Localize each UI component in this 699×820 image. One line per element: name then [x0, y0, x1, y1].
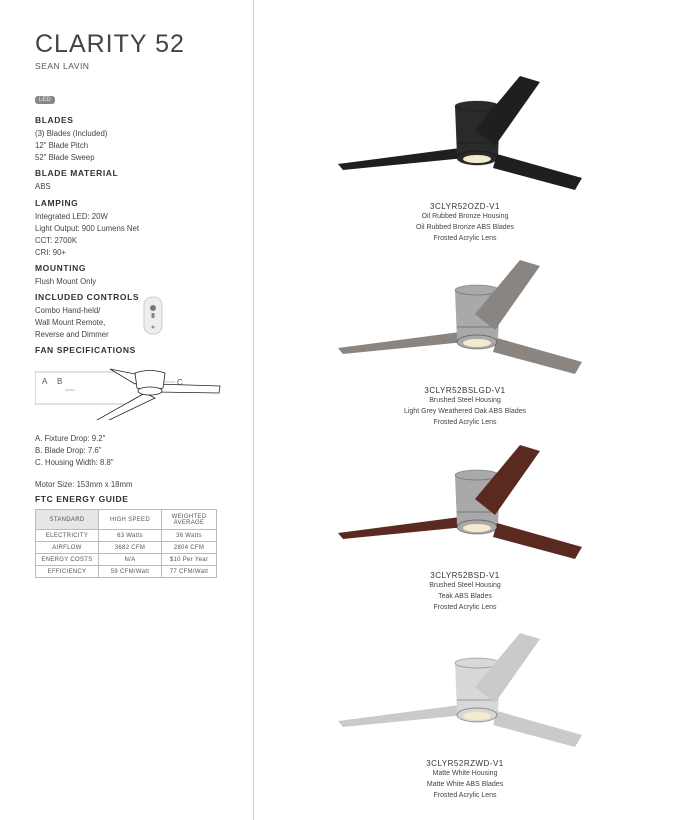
fan-blade — [493, 523, 582, 559]
material-section — [35, 168, 118, 193]
table-cell: 2804 CFM — [162, 542, 217, 554]
section-heading: BLADE MATERIAL — [35, 168, 119, 178]
table-cell: 59 CFM/Watt — [99, 566, 162, 578]
spec-line: Light Output: 900 Lumens Net — [35, 224, 140, 233]
product-finish: Light Grey Weathered Oak ABS Blades — [403, 408, 527, 415]
header-cell: WEIGHTED AVERAGE — [162, 510, 217, 530]
motor-size: Motor Size: 153mm x 18mm — [35, 480, 133, 489]
product-finish: Frosted Acrylic Lens — [433, 792, 497, 799]
table-row — [36, 554, 217, 566]
table-row — [36, 530, 217, 542]
spec-line: 12" Blade Pitch — [35, 141, 89, 150]
spec-line: Combo Hand-held/ — [35, 306, 101, 315]
fan-blade — [338, 332, 465, 354]
spec-line: A. Fixture Drop: 9.2" — [35, 434, 106, 443]
product-finish: Frosted Acrylic Lens — [433, 235, 497, 242]
ceiling-fan-image — [335, 437, 595, 569]
energy-guide-section — [35, 494, 217, 578]
remote-control-image — [142, 296, 164, 336]
product-variant — [335, 252, 595, 428]
mounting-section — [35, 263, 96, 288]
light-lens — [463, 155, 491, 163]
section-heading: FAN SPECIFICATIONS — [35, 345, 136, 355]
product-variant — [335, 625, 595, 801]
controls-section — [35, 292, 139, 341]
fan-blade — [338, 705, 465, 727]
light-lens — [463, 524, 491, 532]
fan-specifications-section — [35, 345, 225, 491]
header-cell: STANDARD — [36, 510, 99, 530]
spec-line: (3) Blades (Included) — [35, 129, 108, 138]
product-sku: 3CLYR52BSD-V1 — [430, 571, 500, 580]
product-sku: 3CLYR52OZD-V1 — [430, 202, 500, 211]
table-cell: $10 Per Year — [162, 554, 217, 566]
product-variant — [335, 68, 595, 244]
dimension-label-c: C — [177, 378, 183, 387]
product-finish: Matte White ABS Blades — [426, 781, 504, 788]
fan-blade — [338, 517, 465, 539]
light-lens — [463, 339, 491, 347]
fan-blade — [338, 148, 465, 170]
light-lens — [463, 712, 491, 720]
product-title: CLARITY 52 — [35, 30, 185, 58]
section-heading: BLADES — [35, 115, 74, 125]
section-heading: INCLUDED CONTROLS — [35, 292, 140, 302]
fan-blade — [493, 711, 582, 747]
spec-line: B. Blade Drop: 7.6" — [35, 446, 102, 455]
led-badge: LED — [35, 96, 55, 104]
product-finish: Brushed Steel Housing — [429, 582, 501, 589]
spec-line: Integrated LED: 20W — [35, 212, 108, 221]
blades-section — [35, 115, 107, 164]
spec-line: Reverse and Dimmer — [35, 330, 109, 339]
product-finish: Frosted Acrylic Lens — [433, 604, 497, 611]
spec-line: CRI: 90+ — [35, 248, 66, 257]
product-finish: Oil Rubbed Bronze ABS Blades — [415, 224, 515, 231]
spec-line: ABS — [35, 182, 51, 191]
section-heading: MOUNTING — [35, 263, 87, 273]
product-finish: Brushed Steel Housing — [429, 397, 501, 404]
product-sku: 3CLYR52RZWD-V1 — [426, 759, 504, 768]
table-cell: 3682 CFM — [99, 542, 162, 554]
spec-line: C. Housing Width: 8.8" — [35, 458, 114, 467]
table-cell: 77 CFM/Watt — [162, 566, 217, 578]
product-finish: Teak ABS Blades — [438, 593, 492, 600]
designer-name: SEAN LAVIN — [35, 61, 90, 71]
table-header — [36, 510, 217, 530]
dimension-label-b: B — [57, 377, 63, 386]
product-finish: Matte White Housing — [432, 770, 498, 777]
ceiling-fan-image — [335, 68, 595, 200]
dimension-label-a: A — [42, 377, 48, 386]
header-cell: HIGH SPEED — [99, 510, 162, 530]
product-finish: Oil Rubbed Bronze Housing — [421, 213, 509, 220]
section-heading: FTC ENERGY GUIDE — [35, 494, 129, 504]
fan-blade — [493, 154, 582, 190]
table-row — [36, 566, 217, 578]
table-cell: 36 Watts — [162, 530, 217, 542]
dimension-diagram — [35, 360, 225, 420]
table-cell: N/A — [99, 554, 162, 566]
table-cell: 63 Watts — [99, 530, 162, 542]
table-cell: AIRFLOW — [36, 542, 99, 554]
product-sku: 3CLYR52BSLGD-V1 — [424, 386, 506, 395]
table-cell: ENERGY COSTS — [36, 554, 99, 566]
table-cell: ELECTRICITY — [36, 530, 99, 542]
spec-line: CCT: 2700K — [35, 236, 78, 245]
spec-line: 52" Blade Sweep — [35, 153, 95, 162]
lamping-section — [35, 198, 139, 259]
column-divider — [253, 0, 254, 820]
spec-line: Flush Mount Only — [35, 277, 97, 286]
spec-line: Wall Mount Remote, — [35, 318, 106, 327]
product-variant — [335, 437, 595, 613]
ceiling-fan-image — [335, 625, 595, 757]
table-cell: EFFICIENCY — [36, 566, 99, 578]
energy-table — [35, 509, 217, 578]
ceiling-fan-image — [335, 252, 595, 384]
section-heading: LAMPING — [35, 198, 79, 208]
fan-blade — [493, 338, 582, 374]
product-finish: Frosted Acrylic Lens — [433, 419, 497, 426]
table-row — [36, 542, 217, 554]
